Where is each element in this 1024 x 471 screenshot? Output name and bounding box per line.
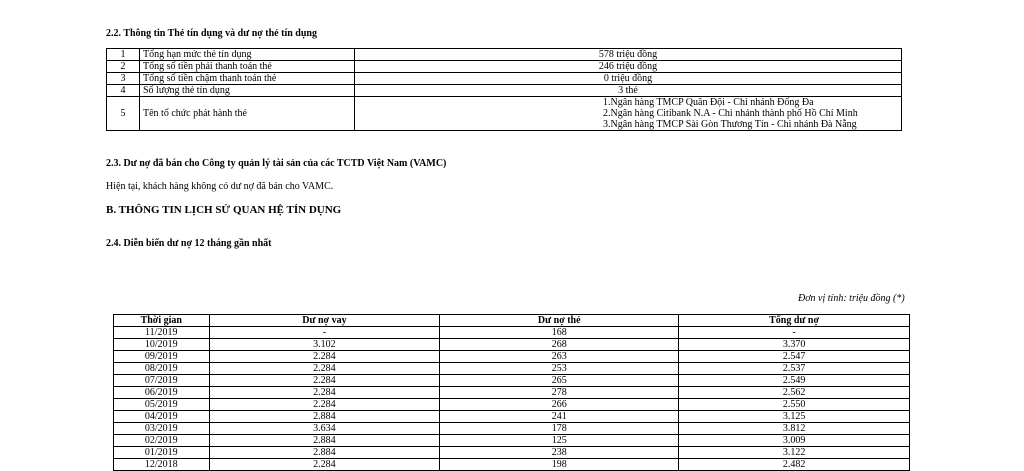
section-b-title: B. THÔNG TIN LỊCH SỬ QUAN HỆ TÍN DỤNG	[106, 204, 342, 216]
table-row	[114, 435, 910, 447]
table-cell: 168	[440, 327, 679, 339]
table-cell: 2.284	[209, 387, 440, 399]
table-cell: 268	[440, 339, 679, 351]
table-row	[114, 399, 910, 411]
table-cell: 2.284	[209, 375, 440, 387]
table-cell: 2.549	[679, 375, 910, 387]
table-cell: 07/2019	[114, 375, 210, 387]
table-row	[114, 351, 910, 363]
row-number: 4	[107, 85, 140, 97]
table-cell: -	[209, 327, 440, 339]
table-cell: 05/2019	[114, 399, 210, 411]
table-cell: 241	[440, 411, 679, 423]
table-cell: 2.547	[679, 351, 910, 363]
table-cell: 01/2019	[114, 447, 210, 459]
table-cell: 2.284	[209, 459, 440, 471]
table-cell: 12/2018	[114, 459, 210, 471]
table-row	[114, 447, 910, 459]
table-cell: -	[679, 327, 910, 339]
table-row	[114, 423, 910, 435]
issuer-line: 3.Ngân hàng TMCP Sài Gòn Thương Tín - Chi nhánh Đà Nẵng	[603, 119, 857, 130]
card-issuers-row	[107, 97, 902, 131]
table-row	[114, 375, 910, 387]
section-2-4-title: 2.4. Diễn biến dư nợ 12 tháng gần nhất	[106, 238, 272, 249]
credit-card-info-table	[106, 48, 902, 131]
table-cell: 198	[440, 459, 679, 471]
table-cell: 04/2019	[114, 411, 210, 423]
vamc-note: Hiện tại, khách hàng không có dư nợ đã bán cho VAMC.	[106, 181, 334, 192]
row-value: 3 thẻ	[355, 85, 902, 97]
row-label: Tổng hạn mức thẻ tín dụng	[140, 49, 355, 61]
table-cell: 3.812	[679, 423, 910, 435]
card-info-row	[107, 61, 902, 73]
table-cell: 3.009	[679, 435, 910, 447]
table-cell: 2.284	[209, 351, 440, 363]
table-cell: 238	[440, 447, 679, 459]
table-cell: 3.125	[679, 411, 910, 423]
table-row	[114, 327, 910, 339]
row-number: 5	[107, 97, 140, 131]
table-cell: 2.284	[209, 363, 440, 375]
table-cell: 09/2019	[114, 351, 210, 363]
column-header: Tổng dư nợ	[679, 315, 910, 327]
row-number: 1	[107, 49, 140, 61]
table-cell: 278	[440, 387, 679, 399]
table-cell: 2.884	[209, 447, 440, 459]
table-cell: 253	[440, 363, 679, 375]
table-row	[114, 411, 910, 423]
table-cell: 03/2019	[114, 423, 210, 435]
table-cell: 2.884	[209, 435, 440, 447]
row-number: 2	[107, 61, 140, 73]
table-cell: 2.884	[209, 411, 440, 423]
debt-history-table	[113, 314, 910, 471]
column-header: Dư nợ thẻ	[440, 315, 679, 327]
row-label: Tên tổ chức phát hành thẻ	[140, 97, 355, 131]
row-label: Tổng số tiền phải thanh toán thẻ	[140, 61, 355, 73]
table-row	[114, 387, 910, 399]
section-2-2-title: 2.2. Thông tin Thẻ tín dụng và dư nợ thẻ tín dụng	[106, 28, 317, 39]
table-cell: 10/2019	[114, 339, 210, 351]
row-value: 0 triệu đồng	[355, 73, 902, 85]
row-number: 3	[107, 73, 140, 85]
card-info-row	[107, 73, 902, 85]
table-cell: 178	[440, 423, 679, 435]
issuer-list	[355, 97, 902, 131]
table-cell: 02/2019	[114, 435, 210, 447]
column-header: Thời gian	[114, 315, 210, 327]
table-cell: 265	[440, 375, 679, 387]
card-info-row	[107, 49, 902, 61]
unit-note: Đơn vị tính: triệu đồng (*)	[798, 293, 905, 304]
table-row	[114, 363, 910, 375]
table-cell: 2.562	[679, 387, 910, 399]
table-cell: 3.370	[679, 339, 910, 351]
table-cell: 11/2019	[114, 327, 210, 339]
row-label: Số lượng thẻ tín dụng	[140, 85, 355, 97]
table-cell: 266	[440, 399, 679, 411]
card-info-row	[107, 85, 902, 97]
table-cell: 2.284	[209, 399, 440, 411]
table-cell: 125	[440, 435, 679, 447]
table-cell: 2.537	[679, 363, 910, 375]
table-cell: 2.550	[679, 399, 910, 411]
row-label: Tổng số tiền chậm thanh toán thẻ	[140, 73, 355, 85]
table-cell: 263	[440, 351, 679, 363]
row-value: 578 triệu đồng	[355, 49, 902, 61]
table-cell: 3.634	[209, 423, 440, 435]
issuer-line: 1.Ngân hàng TMCP Quân Đội - Chi nhánh Đống Đa	[603, 97, 814, 108]
section-2-3-title: 2.3. Dư nợ đã bán cho Công ty quản lý tài sản của các TCTD Việt Nam (VAMC)	[106, 158, 447, 169]
table-row	[114, 339, 910, 351]
issuer-line: 2.Ngân hàng Citibank N.A - Chi nhánh thành phố Hồ Chí Minh	[603, 108, 858, 119]
table-cell: 08/2019	[114, 363, 210, 375]
table-cell: 3.122	[679, 447, 910, 459]
table-row	[114, 459, 910, 471]
table-cell: 06/2019	[114, 387, 210, 399]
column-header: Dư nợ vay	[209, 315, 440, 327]
table-cell: 2.482	[679, 459, 910, 471]
row-value: 246 triệu đồng	[355, 61, 902, 73]
table-cell: 3.102	[209, 339, 440, 351]
